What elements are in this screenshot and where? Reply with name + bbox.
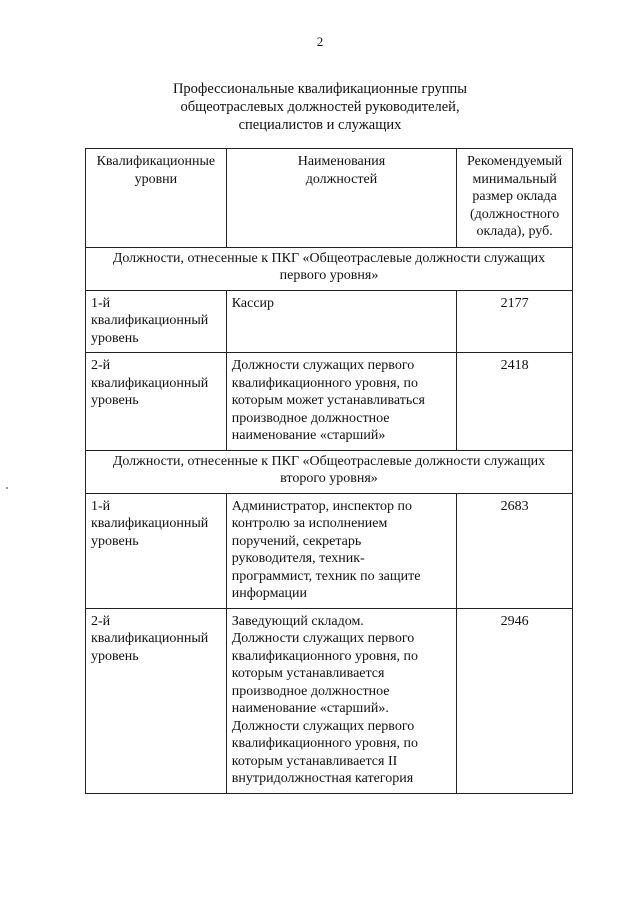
header-text-line: Квалификационные xyxy=(96,154,216,169)
level-cell xyxy=(86,290,227,353)
header-position-names xyxy=(226,149,456,248)
position-line: контролю за исполнением xyxy=(231,516,388,531)
position-line: руководителя, техник- xyxy=(231,551,365,566)
title-line: общеотраслевых должностей руководителей, xyxy=(180,99,460,115)
page-number: 2 xyxy=(316,34,324,49)
group-title-line: Должности, отнесенные к ПКГ «Общеотраслевые должности служащих xyxy=(112,250,546,266)
salary-value: 2683 xyxy=(500,498,529,514)
level-line: уровень xyxy=(91,393,139,408)
level-line: квалификационный xyxy=(91,375,209,391)
level-line: 2-й xyxy=(91,358,111,373)
header-text-line: размер оклада xyxy=(472,189,557,204)
positions-cell xyxy=(226,290,456,353)
positions-cell xyxy=(226,493,456,608)
scan-speck xyxy=(6,487,8,489)
header-text-line: (должностного xyxy=(469,206,560,222)
position-line: производное должностное xyxy=(231,683,390,699)
position-line: программист, техник по защите xyxy=(231,568,421,584)
group-title xyxy=(86,247,573,290)
level-line: уровень xyxy=(91,533,139,549)
group-title-row xyxy=(86,247,573,290)
salary-cell xyxy=(457,493,573,608)
level-line: 1-й xyxy=(91,295,111,311)
level-line: квалификационный xyxy=(91,516,209,531)
position-line: квалификационного уровня, по xyxy=(231,736,419,751)
level-line: уровень xyxy=(91,648,139,664)
salary-cell xyxy=(457,353,573,451)
header-text-line: минимальный xyxy=(472,171,557,187)
header-text-line: должностей xyxy=(305,171,378,187)
table-row xyxy=(86,608,573,793)
position-line: которым устанавливается xyxy=(231,666,385,681)
position-line: Должности служащих первого xyxy=(231,718,415,734)
position-line: квалификационного уровня, по xyxy=(231,648,419,664)
group-title-row xyxy=(86,450,573,493)
level-line: уровень xyxy=(91,330,139,346)
position-line: наименование «старший». xyxy=(231,701,389,716)
salary-value: 2418 xyxy=(500,358,529,373)
level-line: квалификационный xyxy=(91,313,209,328)
position-line: которым может устанавливаться xyxy=(231,393,425,408)
position-line: Администратор, инспектор по xyxy=(231,498,413,514)
positions-cell xyxy=(226,353,456,451)
level-cell xyxy=(86,608,227,793)
positions-cell xyxy=(226,608,456,793)
position-line: которым устанавливается II xyxy=(231,753,398,769)
position-line: внутридолжностная категория xyxy=(231,771,414,786)
position-line: информации xyxy=(231,586,308,601)
position-line: наименование «старший» xyxy=(231,428,386,443)
position-line: Должности служащих первого xyxy=(231,631,415,646)
level-cell xyxy=(86,493,227,608)
position-line: квалификационного уровня, по xyxy=(231,375,419,391)
salary-value: 2177 xyxy=(500,295,529,311)
qualification-groups-table xyxy=(85,148,573,794)
header-text-line: уровни xyxy=(134,171,178,187)
group-title xyxy=(86,450,573,493)
salary-cell xyxy=(457,290,573,353)
table-row xyxy=(86,493,573,608)
level-line: 1-й xyxy=(91,498,111,514)
document-title xyxy=(0,80,640,134)
position-line: Заведующий складом. xyxy=(231,613,364,629)
level-line: 2-й xyxy=(91,613,111,629)
header-min-salary xyxy=(457,149,573,248)
table-row xyxy=(86,290,573,353)
group-title-line: первого уровня» xyxy=(279,268,379,283)
header-text-line: Рекомендуемый xyxy=(467,154,563,169)
header-text-line: Наименования xyxy=(297,154,386,169)
table-row xyxy=(86,353,573,451)
position-line: поручений, секретарь xyxy=(231,533,362,549)
position-line: Должности служащих первого xyxy=(231,358,415,373)
level-cell xyxy=(86,353,227,451)
group-title-line: второго уровня» xyxy=(280,471,378,486)
level-line: квалификационный xyxy=(91,631,209,646)
salary-cell xyxy=(457,608,573,793)
header-qualification-levels xyxy=(86,149,227,248)
position-line: Кассир xyxy=(231,295,275,311)
title-line: специалистов и служащих xyxy=(238,117,402,133)
header-row xyxy=(86,149,573,248)
title-line: Профессиональные квалификационные группы xyxy=(172,81,468,97)
salary-value: 2946 xyxy=(500,613,529,629)
group-title-line: Должности, отнесенные к ПКГ «Общеотраслевые должности служащих xyxy=(112,453,546,469)
position-line: производное должностное xyxy=(231,410,390,426)
header-text-line: оклада), руб. xyxy=(476,224,553,239)
